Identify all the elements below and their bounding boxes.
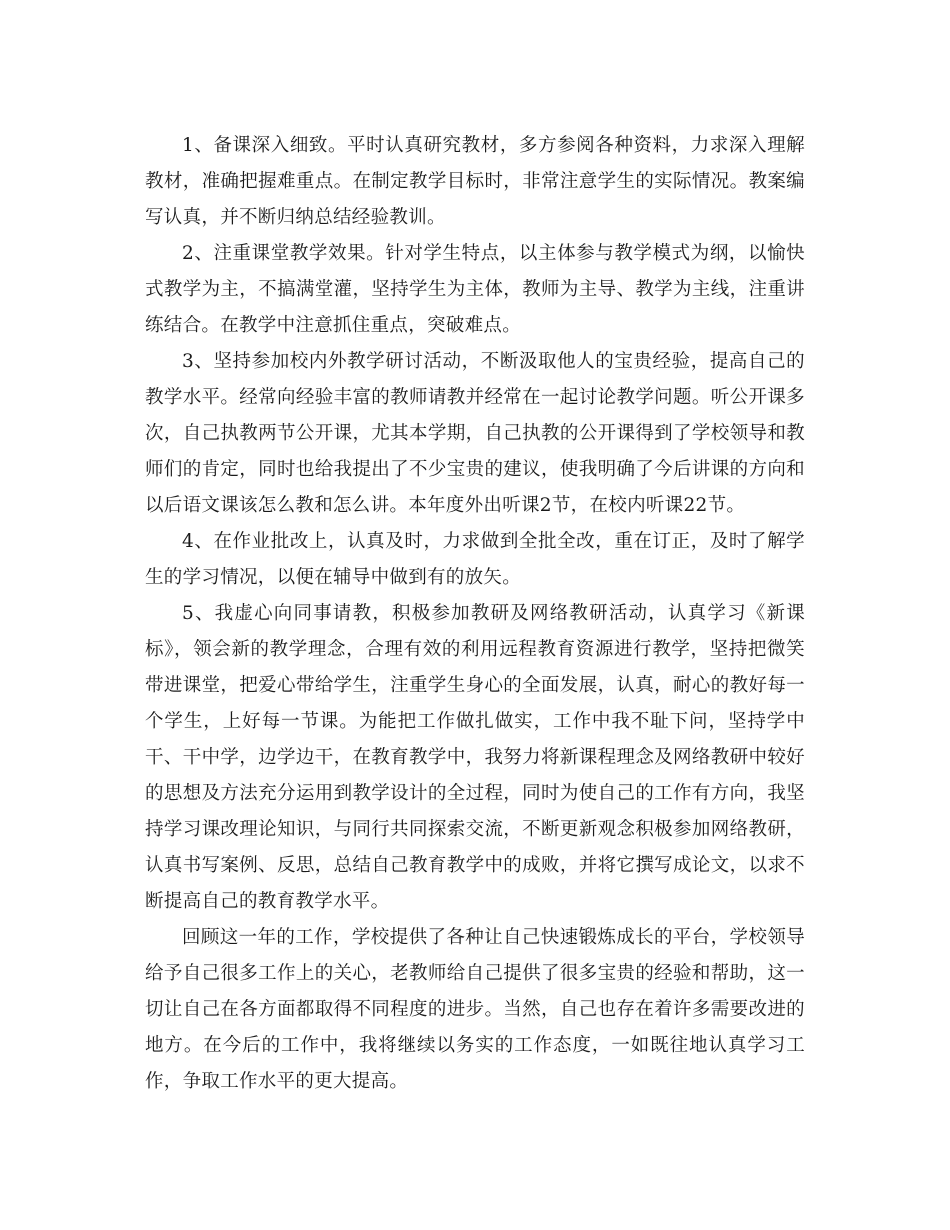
paragraph-homework-correction: 4、在作业批改上，认真及时，力求做到全批全改，重在订正，及时了解学生的学习情况，以便在辅导中做到有的放矢。	[145, 531, 805, 588]
paragraph-lesson-preparation: 1、备课深入细致。平时认真研究教材，多方参阅各种资料，力求深入理解教材，准确把握难重点。在制定教学目标时，非常注意学生的实际情况。教案编写认真，并不断归纳总结经验教训。	[145, 135, 805, 228]
paragraph-classroom-effectiveness: 2、注重课堂教学效果。针对学生特点，以主体参与教学模式为纲，以愉快式教学为主，不搞满堂灌，坚持学生为主体，教师为主导、教学为主线，注重讲练结合。在教学中注意抓住重点，突破难点。	[145, 243, 805, 336]
paragraph-year-review: 回顾这一年的工作，学校提供了各种让自己快速锻炼成长的平台，学校领导给予自己很多工作上的关心，老教师给自己提供了很多宝贵的经验和帮助，这一切让自己在各方面都取得不同程度的进步。当然，自己也存在着许多需要改进的地方。在今后的工作中，我将继续以务实的工作态度，一如既往地认真学习工作，争取工作水平的更大提高。	[145, 927, 805, 1092]
paragraph-self-learning: 5、我虚心向同事请教，积极参加教研及网络教研活动，认真学习《新课标》，领会新的教学理念，合理有效的利用远程教育资源进行教学，坚持把微笑带进课堂，把爱心带给学生，注重学生身心的全面发展，认真，耐心的教好每一个学生，上好每一节课。为能把工作做扎做实，工作中我不耻下问，坚持学中干、干中学，边学边干，在教育教学中，我努力将新课程理念及网络教研中较好的思想及方法充分运用到教学设计的全过程，同时为使自己的工作有方向，我坚持学习课改理论知识，与同行共同探索交流，不断更新观念积极参加网络教研，认真书写案例、反思，总结自己教育教学中的成败，并将它撰写成论文，以求不断提高自己的教育教学水平。	[145, 603, 805, 912]
document-body	[145, 128, 805, 1100]
paragraph-teaching-research: 3、坚持参加校内外教学研讨活动，不断汲取他人的宝贵经验，提高自己的教学水平。经常向经验丰富的教师请教并经常在一起讨论教学问题。听公开课多次，自己执教两节公开课，尤其本学期，自己执教的公开课得到了学校领导和教师们的肯定，同时也给我提出了不少宝贵的建议，使我明确了今后讲课的方向和以后语文课该怎么教和怎么讲。本年度外出听课2节，在校内听课22节。	[145, 351, 805, 516]
